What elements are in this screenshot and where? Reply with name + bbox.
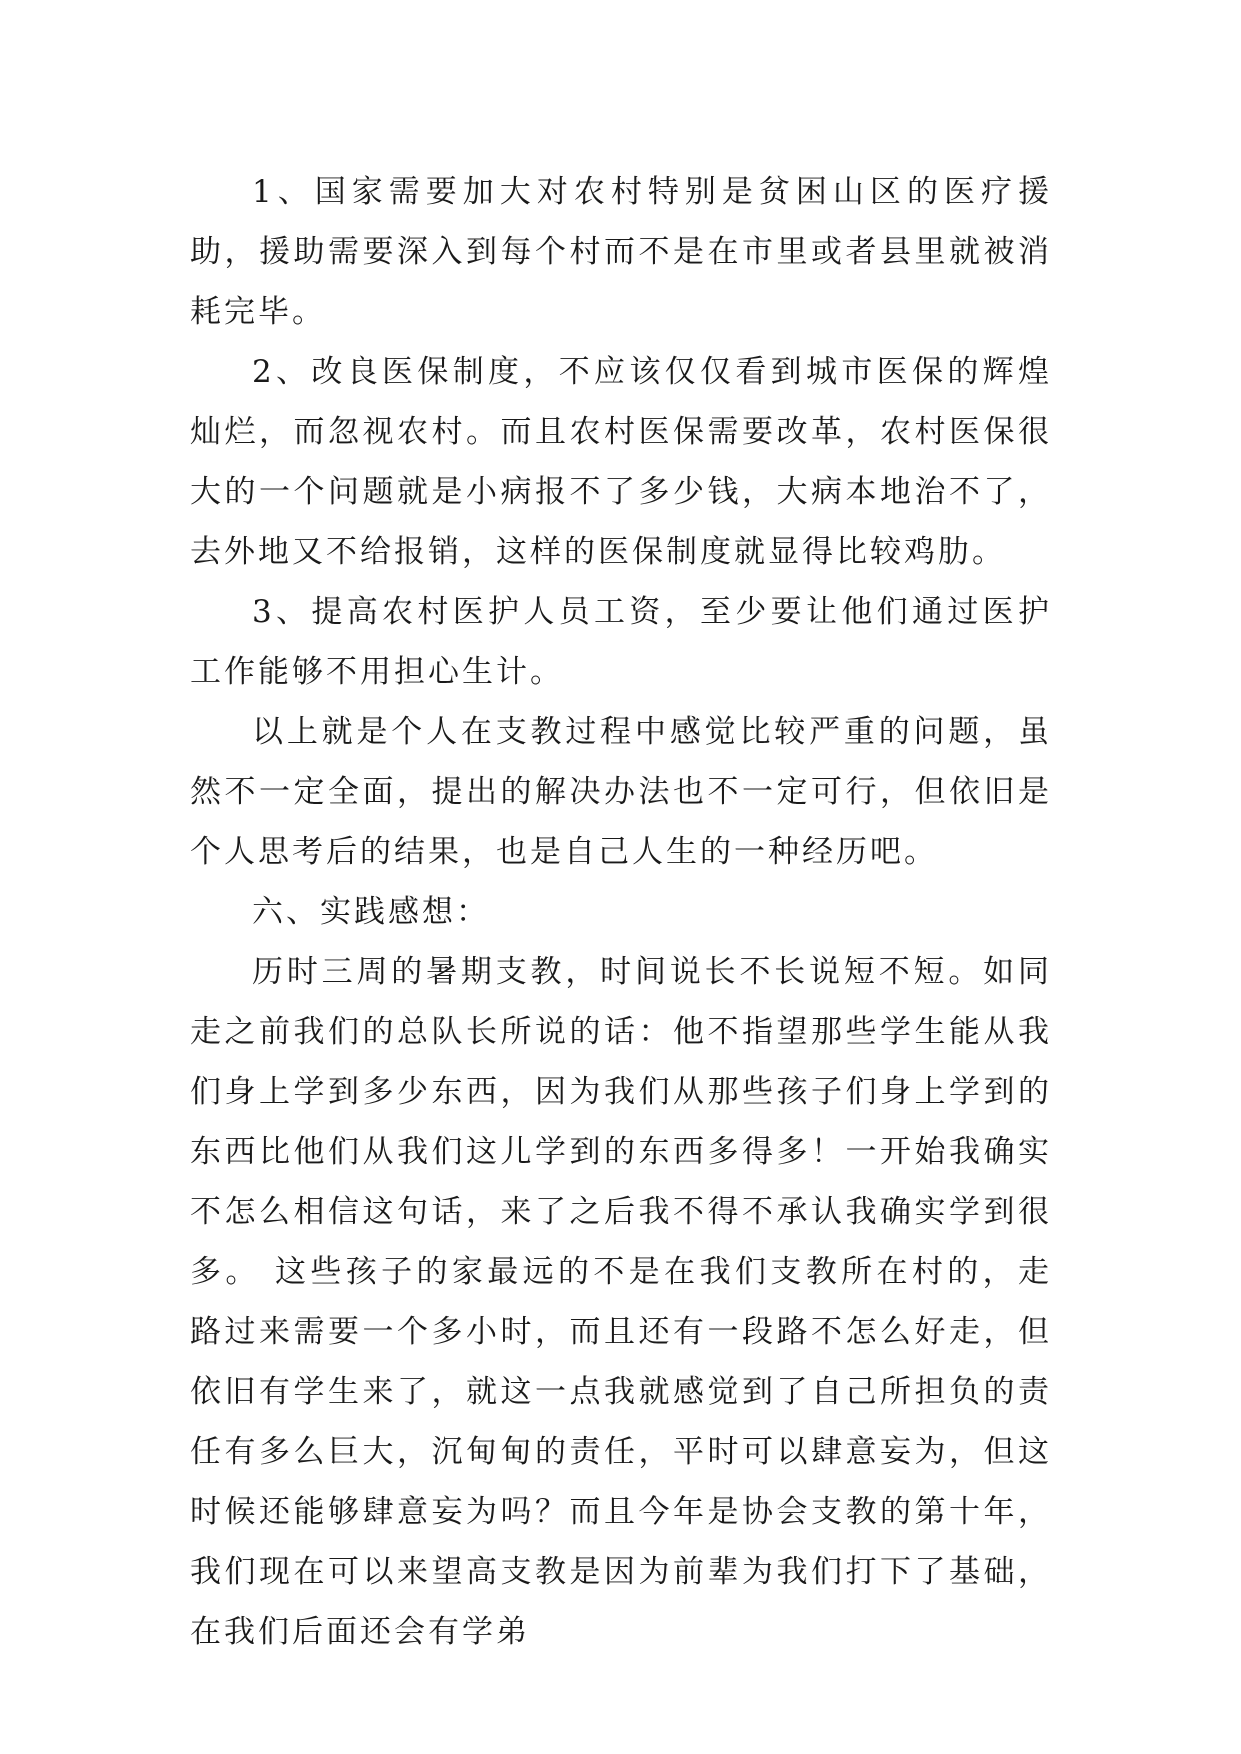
paragraph-recommendation-1: 1、国家需要加大对农村特别是贫困山区的医疗援助，援助需要深入到每个村而不是在市里或者县里就被消耗完毕。 <box>190 174 1052 330</box>
paragraph-recommendation-3: 3、提高农村医护人员工资，至少要让他们通过医护工作能够不用担心生计。 <box>190 594 1052 690</box>
paragraph-reflection: 历时三周的暑期支教，时间说长不长说短不短。如同走之前我们的总队长所说的话：他不指望那些学生能从我们身上学到多少东西，因为我们从那些孩子们身上学到的东西比他们从我们这儿学到的东西多得多！一开始我确实不怎么相信这句话，来了之后我不得不承认我确实学到很多。 这些孩子的家最远的不是在我们支教所在村的，走路过来需要一个多小时，而且还有一段路不怎么好走，但依旧有学生来了，就这一点我就感觉到了自己所担负的责任有多么巨大，沉甸甸的责任，平时可以肆意妄为，但这时候还能够肆意妄为吗？而且今年是协会支教的第十年，我们现在可以来望高支教是因为前辈为我们打下了基础，在我们后面还会有学弟 <box>190 954 1052 1650</box>
document-body <box>190 162 1052 1662</box>
paragraph-recommendation-2: 2、改良医保制度，不应该仅仅看到城市医保的辉煌灿烂，而忽视农村。而且农村医保需要改革，农村医保很大的一个问题就是小病报不了多少钱，大病本地治不了，去外地又不给报销，这样的医保制度就显得比较鸡肋。 <box>190 354 1052 570</box>
section-heading: 六、实践感想： <box>252 894 490 930</box>
paragraph-summary: 以上就是个人在支教过程中感觉比较严重的问题，虽然不一定全面，提出的解决办法也不一定可行，但依旧是个人思考后的结果，也是自己人生的一种经历吧。 <box>190 714 1052 870</box>
